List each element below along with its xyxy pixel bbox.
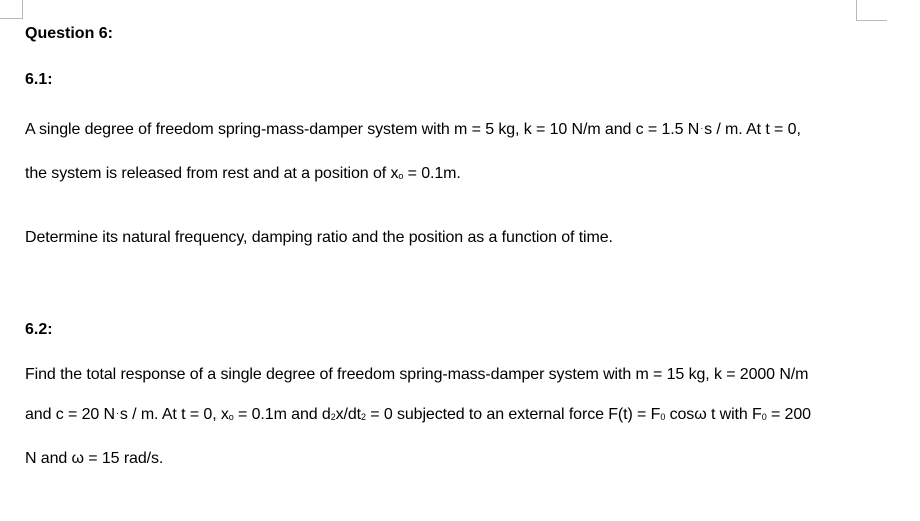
page-corner-mark-left <box>0 0 23 19</box>
part-2-line-2-text-c: = 0.1m and d <box>233 406 331 423</box>
part-1-line-1 <box>25 121 801 139</box>
part-1-line-2-text-b: = 0.1m. <box>403 165 461 182</box>
part-2-label: 6.2: <box>25 321 53 338</box>
subscript-0: 0 <box>761 412 767 422</box>
page-corner-mark-right <box>856 0 887 21</box>
part-1-line-3: Determine its natural frequency, damping ratio and the position as a function of time. <box>25 229 613 246</box>
part-1-label: 6.1: <box>25 71 53 88</box>
part-2-line-2-text-a: and c = 20 N <box>25 406 115 423</box>
part-2-line-2-text-h: = 200 <box>766 406 811 423</box>
omega-symbol: ω <box>71 450 84 467</box>
subscript-o: o <box>228 412 234 422</box>
part-2-line-3-text-a: N and <box>25 450 72 467</box>
part-2-line-3-text-b: = 15 rad/s. <box>83 450 164 467</box>
subscript-2: 2 <box>330 412 336 422</box>
part-2-line-2-text-g: t with F <box>706 406 762 423</box>
question-title: Question 6: <box>25 25 114 42</box>
subscript-2: 2 <box>361 412 366 422</box>
part-2-line-2-text-b: s / m. At t = 0, x <box>119 406 229 423</box>
part-1-line-1-text-a: A single degree of freedom spring-mass-damper system with m = 5 kg, k = 10 N/m and c = 1.5 N <box>25 121 700 138</box>
part-2-line-3 <box>25 450 163 468</box>
subscript-o: o <box>398 171 404 181</box>
part-2-line-1: Find the total response of a single degree of freedom spring-mass-damper system with m = 15 kg, k = 2000 N/m <box>25 366 809 383</box>
part-1-line-1-text-b: s / m. At t = 0, <box>704 121 801 138</box>
part-2-line-2 <box>25 406 811 424</box>
omega-symbol: ω <box>694 406 707 423</box>
part-1-line-2 <box>25 165 461 183</box>
part-2-line-2-text-d: x/dt <box>335 406 361 423</box>
part-2-line-2-text-f: cos <box>665 406 695 423</box>
part-1-line-2-text-a: the system is released from rest and at a position of x <box>25 165 399 182</box>
multiplication-dot: · <box>115 408 119 418</box>
subscript-0: 0 <box>660 412 666 422</box>
part-2-line-2-text-e: = 0 subjected to an external force F(t) = F <box>365 406 661 423</box>
multiplication-dot: · <box>700 123 704 133</box>
